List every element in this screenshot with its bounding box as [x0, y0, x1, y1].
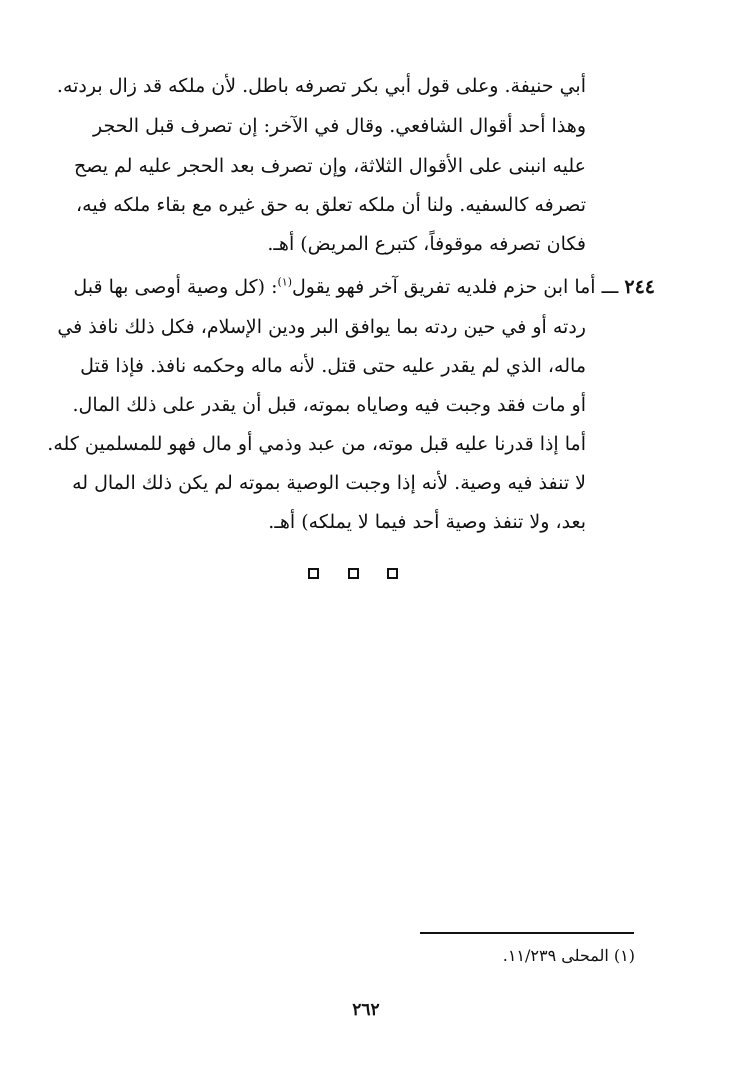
paragraph-line: لا تنفذ فيه وصية. لأنه إذا وجبت الوصية بموته لم يكن ذلك المال له — [72, 472, 586, 494]
paragraph-dash: ـــ — [601, 276, 619, 298]
paragraph-line: أو مات فقد وجبت فيه وصاياه بموته، قبل أن يقدر على ذلك المال. — [72, 394, 586, 416]
page-number: ٢٦٢ — [352, 1000, 380, 1020]
paragraph-first-tail: : (كل وصية أوصى بها قبل — [73, 276, 278, 298]
footnote-text: المحلى ١١/٢٣٩. — [502, 946, 609, 965]
footnote — [503, 946, 635, 966]
paragraph-first-text: أما ابن حزم فلديه تفريق آخر فهو يقول — [292, 276, 596, 298]
section-divider-ornament — [308, 568, 398, 584]
paragraph-number: ٢٤٤ — [624, 276, 655, 298]
paragraph-line: أبي حنيفة. وعلى قول أبي بكر تصرفه باطل. لأن ملكه قد زال بردته. — [56, 75, 586, 97]
hollow-square-icon — [387, 568, 398, 579]
footnote-reference[interactable]: (١) — [277, 275, 292, 289]
paragraph-line: عليه انبنى على الأقوال الثلاثة، وإن تصرف بعد الحجر عليه لم يصح — [73, 155, 586, 177]
hollow-square-icon — [348, 568, 359, 579]
footnote-marker: (١) — [613, 946, 635, 965]
paragraph-line: وهذا أحد أقوال الشافعي. وقال في الآخر: إن تصرف قبل الحجر — [92, 115, 586, 137]
paragraph-line: ماله، الذي لم يقدر عليه حتى قتل. لأنه ماله وحكمه نافذ. فإذا قتل — [80, 355, 586, 377]
hollow-square-icon — [308, 568, 319, 579]
paragraph-first-line — [73, 275, 655, 299]
paragraph-line: تصرفه كالسفيه. ولنا أن ملكه تعلق به حق غيره مع بقاء ملكه فيه، — [76, 194, 586, 216]
paragraph-line: فكان تصرفه موقوفاً، كتبرع المريض) أهـ. — [267, 233, 586, 255]
footnote-separator — [420, 932, 634, 934]
paragraph-line: ردته أو في حين ردته بما يوافق البر ودين الإسلام، فكل ذلك نافذ في — [57, 316, 586, 338]
paragraph-line: بعد، ولا تنفذ وصية أحد فيما لا يملكه) أهـ. — [268, 511, 586, 533]
paragraph-line: أما إذا قدرنا عليه قبل موته، من عبد وذمي أو مال فهو للمسلمين كله. — [47, 433, 586, 455]
